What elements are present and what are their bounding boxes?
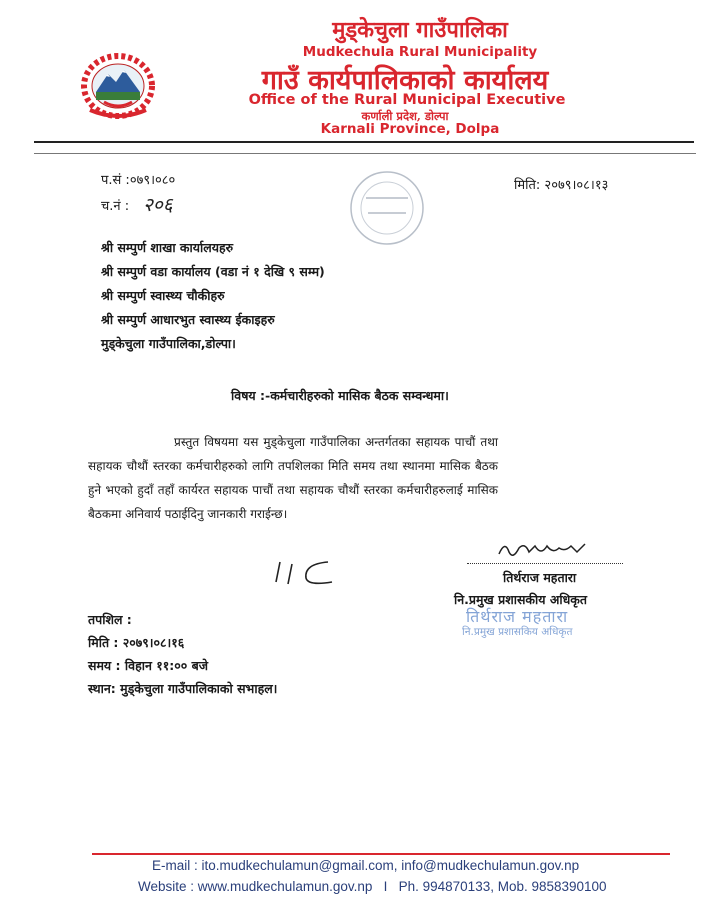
recipient-line: मुड्केचुला गाउँपालिका,डोल्पा। bbox=[101, 336, 236, 351]
signature-dotted-line bbox=[467, 563, 623, 564]
office-stamp-faint bbox=[346, 168, 428, 248]
footer-website-phone: Website : www.mudkechulamun.gov.np I Ph. 994870133, Mob. 9858390100 bbox=[138, 879, 607, 894]
meeting-time: समय : विहान ११:०० बजे bbox=[88, 658, 208, 673]
office-name-english: Office of the Rural Municipal Executive bbox=[248, 92, 566, 108]
recipient-line: श्री सम्पुर्ण शाखा कार्यालयहरु bbox=[101, 240, 234, 255]
header-divider-thin bbox=[34, 153, 696, 154]
recipient-line: श्री सम्पुर्ण स्वास्थ्य चौकीहरु bbox=[101, 288, 225, 303]
office-name-nepali: गाउँ कार्यपालिकाको कार्यालय bbox=[261, 65, 549, 96]
recipient-line: श्री सम्पुर्ण आधारभुत स्वास्थ्य ईकाइहरु bbox=[101, 312, 275, 327]
name-stamp: तिर्थराज महतारा bbox=[466, 607, 569, 626]
meeting-place: स्थान: मुड्केचुला गाउँपालिकाको सभाहल। bbox=[88, 681, 278, 696]
signature-scribble bbox=[495, 538, 595, 562]
footer-divider bbox=[92, 853, 670, 855]
signatory-title: नि.प्रमुख प्रशासकीय अधिकृत bbox=[454, 592, 588, 607]
municipality-name-english: Mudkechula Rural Municipality bbox=[302, 44, 538, 60]
reference-number: प.सं :०७९।०८० bbox=[101, 173, 176, 188]
province-english: Karnali Province, Dolpa bbox=[320, 121, 500, 137]
dispatch-number-handwritten: २०६ bbox=[143, 194, 173, 216]
dispatch-number-label: च.नं : bbox=[101, 199, 130, 214]
municipality-name-nepali: मुड्केचुला गाउँपालिका bbox=[332, 17, 508, 43]
nepal-emblem-icon bbox=[76, 50, 160, 120]
letter-subject: विषय :-कर्मचारीहरुको मासिक बैठक सम्वन्धमा। bbox=[231, 388, 449, 403]
meeting-details bbox=[88, 608, 277, 700]
details-heading: तपशिल : bbox=[88, 612, 132, 627]
header-divider bbox=[34, 141, 694, 143]
recipient-list bbox=[101, 236, 325, 356]
initials-scribble bbox=[270, 552, 342, 588]
body-text: प्रस्तुत विषयमा यस मुड्केचुला गाउँपालिका अन्तर्गतका सहायक पाचौं तथा सहायक चौथौं स्तरका कर्मचारीहरुको लागि तपशिलका मिति समय तथा स्थानमा मासिक बैठक हुने भएको हुदाँ तहाँ कार्यरत सहायक पाचौं तथा सहायक चौथौं स्तरका कर्मचारीहरुलाई मासिक बैठकमा अनिवार्य पठाईदिनु जानकारी गराईन्छ। bbox=[88, 435, 498, 521]
letter-date: मिति: २०७९।०८।१३ bbox=[514, 178, 609, 193]
title-stamp: नि.प्रमुख प्रशासकिय अधिकृत bbox=[462, 626, 573, 638]
footer-email: E-mail : ito.mudkechulamun@gmail.com, info@mudkechulamun.gov.np bbox=[152, 858, 580, 873]
letter-body bbox=[88, 430, 498, 526]
recipient-line: श्री सम्पुर्ण वडा कार्यालय (वडा नं १ देखि ९ सम्म) bbox=[101, 264, 325, 279]
meeting-date: मिति : २०७९।०८।१६ bbox=[88, 635, 185, 650]
signatory-name: तिर्थराज महतारा bbox=[503, 570, 577, 585]
province-nepali: कर्णाली प्रदेश, डोल्पा bbox=[361, 109, 449, 123]
